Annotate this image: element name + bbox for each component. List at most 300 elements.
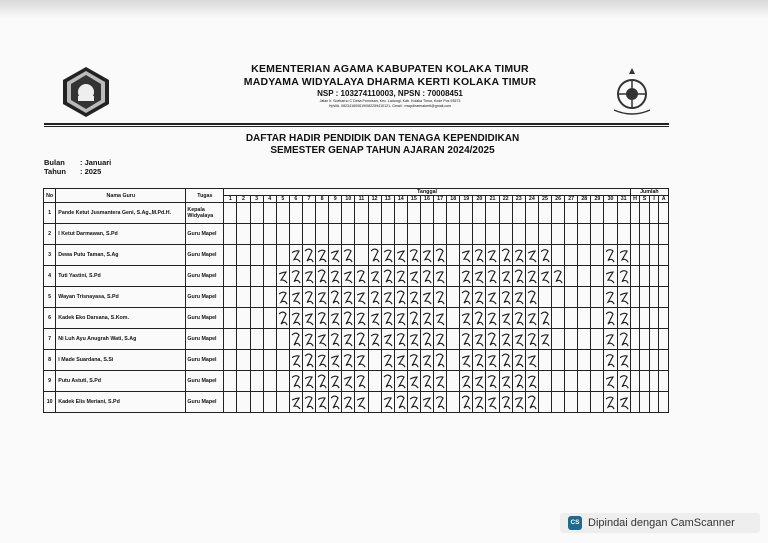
header-day-10: 10 [342, 196, 355, 203]
signature-mark [513, 372, 525, 392]
signature-mark [316, 288, 328, 308]
signature-mark [382, 330, 394, 350]
day-cell [342, 266, 355, 287]
day-cell [525, 350, 538, 371]
day-cell [263, 329, 276, 350]
day-cell [250, 350, 263, 371]
day-cell [486, 266, 499, 287]
signature-mark [342, 351, 354, 371]
day-cell [224, 245, 237, 266]
signature-mark [329, 393, 341, 413]
teacher-role: Guru Mapel [186, 392, 224, 413]
signature-mark [526, 267, 538, 287]
row-number: 4 [44, 266, 56, 287]
jumlah-cell [649, 371, 659, 392]
day-cell [578, 287, 591, 308]
day-cell [224, 308, 237, 329]
day-cell [552, 224, 565, 245]
signature-mark [500, 330, 512, 350]
signature-mark [316, 267, 328, 287]
day-cell [250, 266, 263, 287]
day-cell [342, 245, 355, 266]
signature-mark [277, 309, 289, 329]
day-cell [237, 287, 250, 308]
day-cell [276, 245, 289, 266]
signature-mark [500, 393, 512, 413]
teacher-name: I Made Suardana, S.Si [56, 350, 186, 371]
day-cell [486, 329, 499, 350]
signature-mark [342, 372, 354, 392]
day-cell [565, 266, 578, 287]
day-cell [316, 371, 329, 392]
signature-mark [604, 330, 616, 350]
day-cell [473, 224, 486, 245]
day-cell [512, 392, 525, 413]
signature-mark [408, 393, 420, 413]
day-cell [552, 371, 565, 392]
day-cell [512, 329, 525, 350]
day-cell [394, 224, 407, 245]
signature-mark [355, 330, 367, 350]
title-line-2: SEMESTER GENAP TAHUN AJARAN 2024/2025 [270, 145, 495, 156]
jumlah-cell [659, 203, 669, 224]
day-cell [342, 308, 355, 329]
day-cell [447, 329, 460, 350]
day-cell [394, 329, 407, 350]
day-cell [578, 308, 591, 329]
day-cell [355, 308, 368, 329]
day-cell [407, 392, 420, 413]
day-cell [525, 392, 538, 413]
year-value: : 2025 [80, 167, 102, 176]
teacher-role: Guru Mapel [186, 308, 224, 329]
letterhead [200, 63, 580, 109]
day-cell [525, 308, 538, 329]
day-cell [420, 329, 433, 350]
signature-mark [486, 372, 498, 392]
row-number: 8 [44, 350, 56, 371]
day-cell [302, 392, 315, 413]
header-day-8: 8 [316, 196, 329, 203]
day-cell [473, 245, 486, 266]
day-cell [552, 308, 565, 329]
signature-mark [303, 309, 315, 329]
signature-mark [382, 309, 394, 329]
signature-mark [303, 372, 315, 392]
day-cell [434, 245, 447, 266]
signature-mark [500, 267, 512, 287]
signature-mark [290, 309, 302, 329]
day-cell [342, 329, 355, 350]
day-cell [289, 371, 302, 392]
signature-mark [355, 351, 367, 371]
period-info [44, 158, 111, 176]
signature-mark [303, 330, 315, 350]
day-cell [499, 287, 512, 308]
signature-mark [486, 309, 498, 329]
day-cell [316, 392, 329, 413]
signature-mark [342, 330, 354, 350]
day-cell [407, 308, 420, 329]
signature-mark [369, 330, 381, 350]
signature-mark [434, 246, 446, 266]
header-day-7: 7 [302, 196, 315, 203]
day-cell [578, 350, 591, 371]
signature-mark [434, 330, 446, 350]
signature-mark [329, 267, 341, 287]
day-cell [538, 371, 551, 392]
day-cell [499, 266, 512, 287]
signature-mark [329, 330, 341, 350]
day-cell [486, 350, 499, 371]
camscanner-watermark [560, 513, 760, 533]
signature-mark [513, 351, 525, 371]
day-cell [316, 203, 329, 224]
day-cell [276, 392, 289, 413]
day-cell [434, 203, 447, 224]
header-day-18: 18 [447, 196, 460, 203]
day-cell [237, 329, 250, 350]
day-cell [617, 203, 630, 224]
signature-mark [434, 372, 446, 392]
day-cell [525, 203, 538, 224]
day-cell [447, 203, 460, 224]
signature-mark [460, 288, 472, 308]
signature-mark [355, 267, 367, 287]
teacher-name: Putu Astuti, S.Pd [56, 371, 186, 392]
signature-mark [290, 246, 302, 266]
day-cell [486, 203, 499, 224]
document-title [150, 133, 615, 157]
signature-mark [329, 372, 341, 392]
header-day-25: 25 [538, 196, 551, 203]
day-cell [407, 371, 420, 392]
day-cell [289, 203, 302, 224]
signature-mark [395, 267, 407, 287]
signature-mark [486, 351, 498, 371]
signature-mark [513, 393, 525, 413]
day-cell [434, 287, 447, 308]
day-cell [617, 245, 630, 266]
day-cell [394, 350, 407, 371]
day-cell [250, 224, 263, 245]
day-cell [342, 392, 355, 413]
signature-mark [290, 330, 302, 350]
jumlah-cell [640, 350, 650, 371]
day-cell [342, 203, 355, 224]
signature-mark [526, 246, 538, 266]
day-cell [237, 266, 250, 287]
signature-mark [604, 309, 616, 329]
jumlah-cell [630, 308, 640, 329]
day-cell [394, 371, 407, 392]
day-cell [604, 245, 617, 266]
header-tanggal: Tanggal [224, 189, 630, 196]
signature-mark [526, 288, 538, 308]
signature-mark [500, 351, 512, 371]
day-cell [276, 308, 289, 329]
signature-mark [355, 372, 367, 392]
header-day-15: 15 [407, 196, 420, 203]
signature-mark [369, 267, 381, 287]
day-cell [460, 245, 473, 266]
day-cell [263, 308, 276, 329]
signature-mark [486, 393, 498, 413]
day-cell [381, 308, 394, 329]
day-cell [342, 287, 355, 308]
day-cell [486, 245, 499, 266]
signature-mark [395, 246, 407, 266]
day-cell [407, 245, 420, 266]
day-cell [381, 392, 394, 413]
day-cell [525, 245, 538, 266]
day-cell [250, 371, 263, 392]
row-number: 1 [44, 203, 56, 224]
signature-mark [277, 288, 289, 308]
signature-mark [604, 372, 616, 392]
day-cell [538, 350, 551, 371]
signature-mark [369, 309, 381, 329]
day-cell [512, 350, 525, 371]
day-cell [302, 203, 315, 224]
day-cell [329, 392, 342, 413]
day-cell [578, 371, 591, 392]
day-cell [499, 371, 512, 392]
jumlah-cell [630, 224, 640, 245]
table-row [44, 329, 669, 350]
school-name: MADYAMA WIDYALAYA DHARMA KERTI KOLAKA TIMUR [243, 76, 537, 88]
day-cell [394, 287, 407, 308]
day-cell [368, 329, 381, 350]
signature-mark [355, 309, 367, 329]
signature-mark [303, 246, 315, 266]
header-day-13: 13 [381, 196, 394, 203]
day-cell [329, 266, 342, 287]
day-cell [565, 392, 578, 413]
day-cell [381, 350, 394, 371]
day-cell [355, 203, 368, 224]
day-cell [276, 371, 289, 392]
contact: HpWA. 082341600619/082259410121, Gmail : mwpdharmakerti@gmail.com [328, 104, 452, 108]
jumlah-cell [659, 350, 669, 371]
day-cell [420, 203, 433, 224]
signature-mark [434, 309, 446, 329]
day-cell [289, 287, 302, 308]
signature-mark [395, 393, 407, 413]
day-cell [538, 203, 551, 224]
signature-mark [513, 246, 525, 266]
signature-mark [473, 393, 485, 413]
signature-mark [316, 351, 328, 371]
day-cell [512, 287, 525, 308]
teacher-role: Guru Mapel [186, 329, 224, 350]
teacher-name: Kadek Eko Darsana, S.Kom. [56, 308, 186, 329]
day-cell [486, 308, 499, 329]
signature-mark [290, 267, 302, 287]
day-cell [289, 392, 302, 413]
signature-mark [421, 393, 433, 413]
table-row [44, 245, 669, 266]
day-cell [316, 287, 329, 308]
day-cell [394, 245, 407, 266]
signature-mark [316, 309, 328, 329]
signature-mark [460, 309, 472, 329]
day-cell [486, 371, 499, 392]
day-cell [447, 371, 460, 392]
day-cell [420, 287, 433, 308]
signature-mark [421, 309, 433, 329]
day-cell [368, 266, 381, 287]
header-nama: Nama Guru [56, 189, 186, 203]
jumlah-cell [649, 392, 659, 413]
day-cell [342, 371, 355, 392]
day-cell [355, 392, 368, 413]
teacher-role: Guru Mapel [186, 224, 224, 245]
row-number: 7 [44, 329, 56, 350]
signature-mark [539, 267, 551, 287]
header-day-4: 4 [263, 196, 276, 203]
jumlah-cell [659, 329, 669, 350]
signature-mark [460, 351, 472, 371]
jumlah-cell [630, 350, 640, 371]
header-day-9: 9 [329, 196, 342, 203]
day-cell [237, 203, 250, 224]
signature-mark [618, 330, 630, 350]
day-cell [368, 287, 381, 308]
jumlah-cell [659, 392, 669, 413]
signature-mark [473, 309, 485, 329]
day-cell [617, 224, 630, 245]
day-cell [473, 371, 486, 392]
day-cell [302, 371, 315, 392]
signature-mark [342, 309, 354, 329]
day-cell [329, 329, 342, 350]
day-cell [434, 308, 447, 329]
day-cell [316, 350, 329, 371]
signature-mark [303, 267, 315, 287]
day-cell [525, 371, 538, 392]
day-cell [302, 287, 315, 308]
day-cell [617, 308, 630, 329]
day-cell [368, 371, 381, 392]
jumlah-cell [649, 287, 659, 308]
day-cell [250, 287, 263, 308]
signature-mark [369, 246, 381, 266]
teacher-name: Dewa Putu Taman, S.Ag [56, 245, 186, 266]
day-cell [538, 392, 551, 413]
day-cell [263, 287, 276, 308]
row-number: 10 [44, 392, 56, 413]
teacher-role: Guru Mapel [186, 287, 224, 308]
teacher-name: Wayan Trisnayasa, S.Pd [56, 287, 186, 308]
signature-mark [434, 351, 446, 371]
day-cell [407, 203, 420, 224]
jumlah-cell [640, 245, 650, 266]
day-cell [342, 224, 355, 245]
day-cell [591, 392, 604, 413]
day-cell [552, 266, 565, 287]
day-cell [578, 245, 591, 266]
row-number: 3 [44, 245, 56, 266]
day-cell [538, 308, 551, 329]
signature-mark [434, 393, 446, 413]
day-cell [355, 350, 368, 371]
school-logo-icon [608, 66, 656, 120]
day-cell [263, 224, 276, 245]
teacher-name: I Ketut Darmawan, S.Pd [56, 224, 186, 245]
day-cell [420, 266, 433, 287]
signature-mark [500, 288, 512, 308]
header-day-26: 26 [552, 196, 565, 203]
day-cell [224, 371, 237, 392]
signature-mark [369, 288, 381, 308]
header-day-27: 27 [565, 196, 578, 203]
table-row [44, 308, 669, 329]
header-day-5: 5 [276, 196, 289, 203]
signature-mark [473, 330, 485, 350]
day-cell [420, 371, 433, 392]
header-day-19: 19 [460, 196, 473, 203]
day-cell [434, 371, 447, 392]
signature-mark [277, 267, 289, 287]
day-cell [381, 287, 394, 308]
signature-mark [290, 351, 302, 371]
day-cell [302, 245, 315, 266]
signature-mark [303, 351, 315, 371]
day-cell [355, 287, 368, 308]
day-cell [565, 224, 578, 245]
day-cell [499, 350, 512, 371]
signature-mark [486, 267, 498, 287]
day-cell [525, 329, 538, 350]
teacher-role: Guru Mapel [186, 350, 224, 371]
day-cell [538, 245, 551, 266]
signature-mark [421, 330, 433, 350]
signature-mark [526, 309, 538, 329]
day-cell [289, 245, 302, 266]
attendance-table [43, 188, 669, 413]
jumlah-cell [649, 224, 659, 245]
signature-mark [539, 309, 551, 329]
day-cell [302, 350, 315, 371]
signature-mark [382, 393, 394, 413]
day-cell [224, 266, 237, 287]
signature-mark [473, 351, 485, 371]
day-cell [578, 392, 591, 413]
day-cell [407, 287, 420, 308]
signature-mark [513, 267, 525, 287]
header-jumlah-a: A [659, 196, 669, 203]
signature-mark [473, 246, 485, 266]
header-day-21: 21 [486, 196, 499, 203]
header-jumlah-i: I [649, 196, 659, 203]
teacher-role: Guru Mapel [186, 371, 224, 392]
header-day-23: 23 [512, 196, 525, 203]
day-cell [538, 287, 551, 308]
signature-mark [421, 288, 433, 308]
signature-mark [526, 372, 538, 392]
signature-mark [316, 372, 328, 392]
signature-mark [513, 309, 525, 329]
month-value: : Januari [80, 158, 112, 167]
signature-mark [460, 267, 472, 287]
header-day-30: 30 [604, 196, 617, 203]
day-cell [617, 287, 630, 308]
day-cell [591, 266, 604, 287]
day-cell [394, 203, 407, 224]
day-cell [604, 203, 617, 224]
jumlah-cell [640, 329, 650, 350]
